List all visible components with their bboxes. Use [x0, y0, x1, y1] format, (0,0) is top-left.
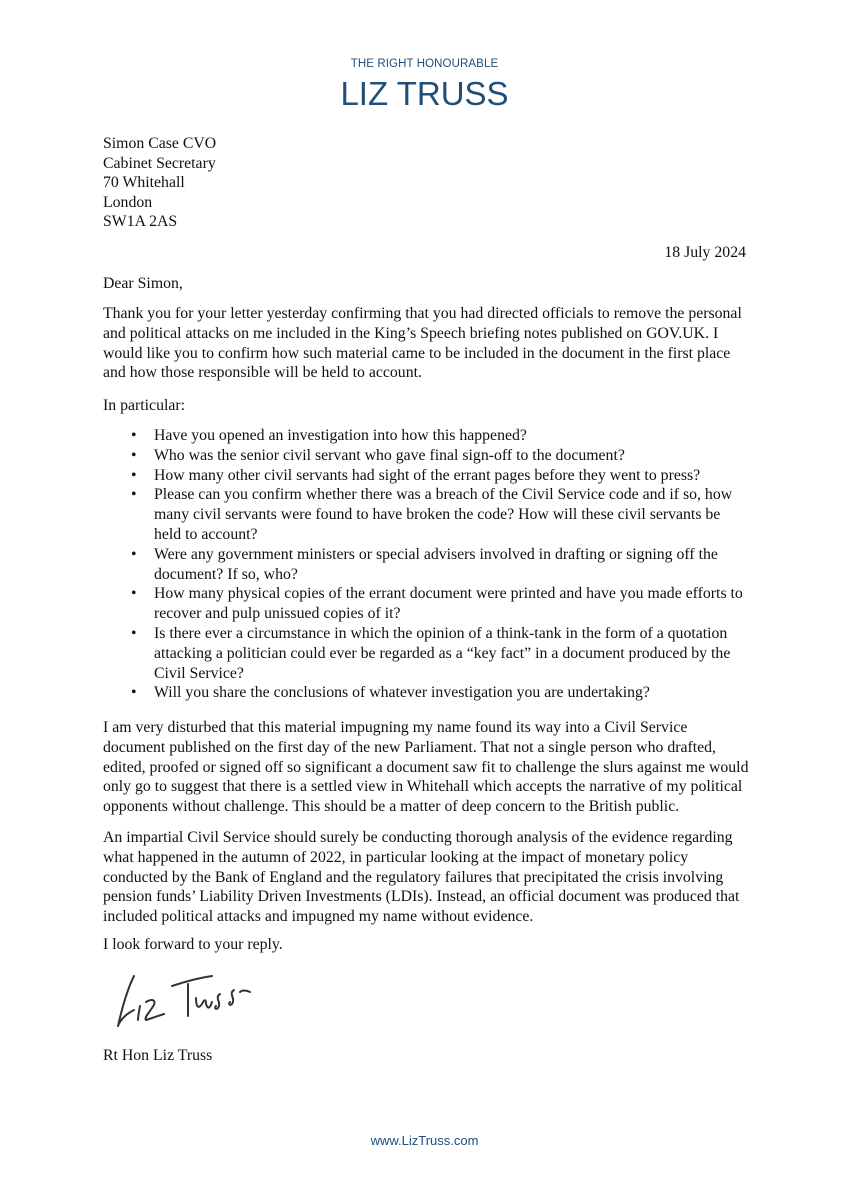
in-particular: In particular:	[103, 397, 186, 414]
handwritten-signature	[112, 968, 262, 1038]
letterhead-prefix: THE RIGHT HONOURABLE	[350, 58, 499, 70]
list-item: • How many other civil servants had sight of the errant pages before they went to press?	[103, 466, 749, 486]
recipient-address	[103, 134, 216, 232]
address-line: Cabinet Secretary	[103, 154, 216, 172]
letterhead-name: LIZ TRUSS	[340, 75, 509, 112]
signatory-name: Rt Hon Liz Truss	[103, 1047, 213, 1064]
address-line: Simon Case CVO	[103, 135, 217, 152]
list-item: • How many physical copies of the errant document were printed and have you made efforts to recover and pulp unissued copies of it?	[103, 584, 749, 624]
list-item: • Will you share the conclusions of whatever investigation you are undertaking?	[103, 683, 749, 703]
closing-line: I look forward to your reply.	[103, 936, 283, 953]
address-line: SW1A 2AS	[103, 213, 178, 231]
list-item: • Please can you confirm whether there was a breach of the Civil Service code and if so, how many civil servants were found to have broken the code? How will these civil servants be held to account?	[103, 485, 749, 544]
analysis-paragraph: An impartial Civil Service should surely be conducting thorough analysis of the evidence regarding what happened in the autumn of 2022, in particular looking at the impact of monetary policy conducted by the Bank of England and the regulatory failures that precipitated the crisis involving pension funds’ Liability Driven Investments (LDIs). Instead, an official document was produced that included political attacks and impugned my name without evidence.	[103, 829, 740, 926]
list-item: • Have you opened an investigation into how this happened?	[103, 426, 749, 446]
address-line: 70 Whitehall	[103, 174, 185, 192]
list-item: • Is there ever a circumstance in which the opinion of a think-tank in the form of a quotation attacking a politician could ever be regarded as a “key fact” in a document produced by the Civil Service?	[103, 624, 749, 683]
letter-date: 18 July 2024	[664, 244, 746, 261]
list-item: • Who was the senior civil servant who gave final sign-off to the document?	[103, 446, 749, 466]
intro-paragraph: Thank you for your letter yesterday confirming that you had directed officials to remove the personal and political attacks on me included in the King’s Speech briefing notes published on GOV.UK. I would like you to confirm how such material came to be included in the document in the first place and how those responsible will be held to account.	[103, 305, 742, 382]
website-link[interactable]: www.LizTruss.com	[370, 1133, 479, 1148]
concern-paragraph: I am very disturbed that this material impugning my name found its way into a Civil Service document published on the first day of the new Parliament. That not a single person who drafted, edited, proofed or signed off so significant a document saw fit to challenge the slurs against me would only go to suggest that there is a settled view in Whitehall which accepts the narrative of my political opponents without challenge. This should be a matter of deep concern to the British public.	[103, 719, 749, 816]
salutation: Dear Simon,	[103, 275, 183, 292]
list-item: • Were any government ministers or special advisers involved in drafting or signing off the document? If so, who?	[103, 545, 749, 585]
address-line: London	[103, 193, 153, 211]
question-list	[103, 426, 749, 703]
